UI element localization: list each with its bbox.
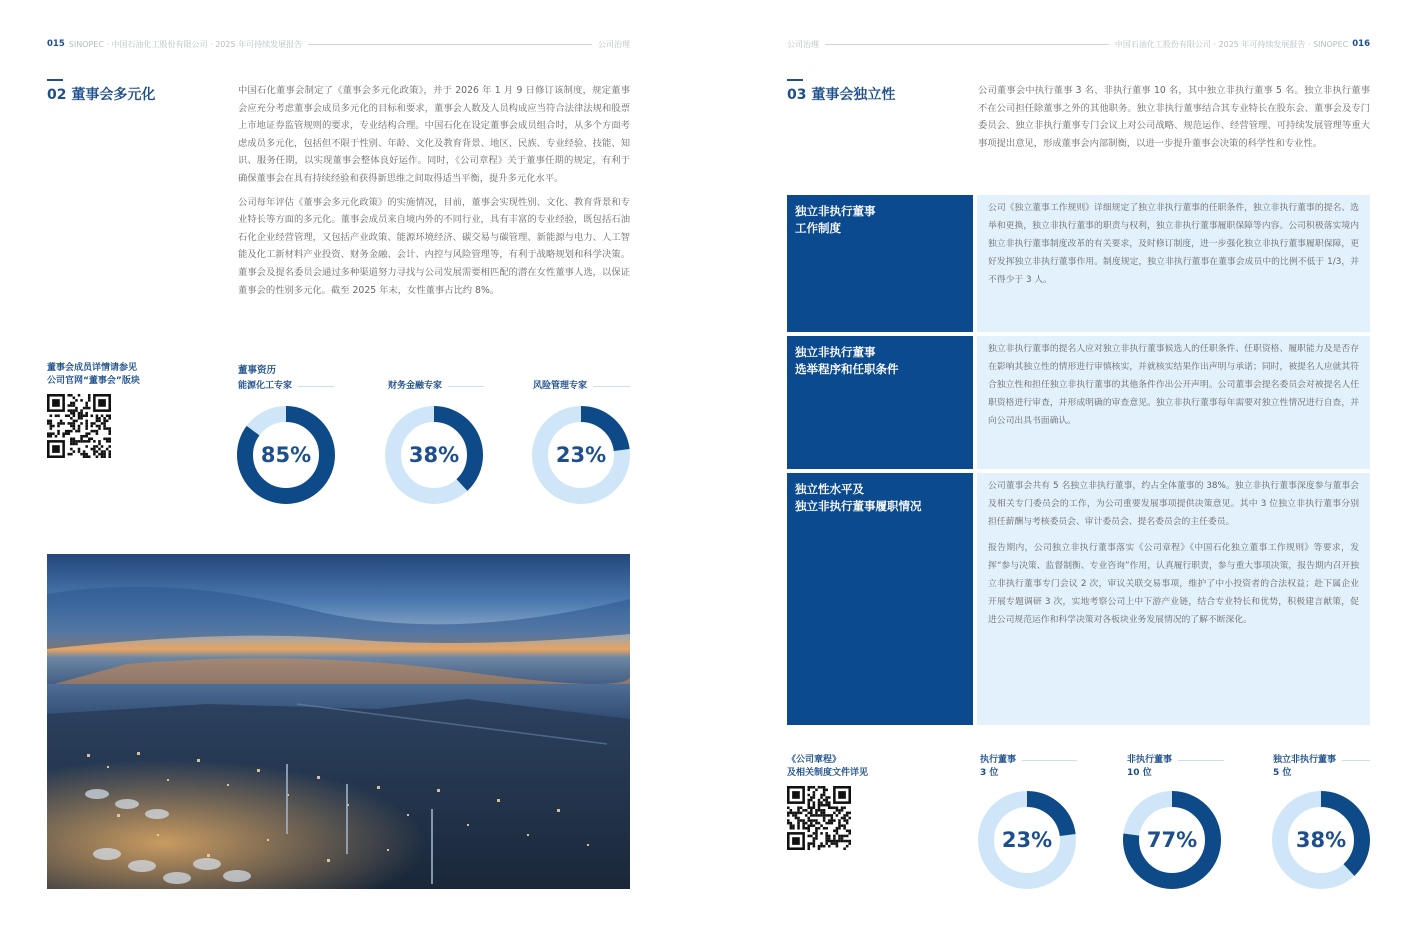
paragraph: 公司《独立董事工作规则》详细规定了独立非执行董事的任职条件，独立非执行董事的提名、选举和更换，独立非执行董事的职责与权利，独立非执行董事履职保障等内容。公司积极落实境内独立非执行董事制度改革的有关要求，及时修订制度，进一步强化独立非执行董事履职保障，更好发挥独立非执行董事作用。制度规定，独立非执行董事在董事会成员中的比例不低于 1/3，并不得少于 3 人。 <box>988 203 1359 285</box>
donut-finance <box>384 405 484 505</box>
donut-value: 38% <box>1295 828 1347 852</box>
row-header-line: 独立非执行董事 <box>795 204 876 218</box>
table-row-body <box>977 473 1370 725</box>
donut-executive <box>977 790 1077 890</box>
section-03-intro <box>978 82 1370 152</box>
donut-label-independent <box>1273 754 1370 780</box>
table-row-header <box>787 336 973 469</box>
table-row-body <box>977 336 1370 469</box>
donut-label-risk <box>533 380 630 393</box>
right-header-section: 公司治理 <box>787 39 819 49</box>
donut-value: 85% <box>260 443 312 467</box>
donut-label-text: 财务金融专家 <box>388 381 443 391</box>
refinery-photo-image <box>47 554 630 889</box>
donut-label-finance <box>388 380 484 393</box>
right-page-number: 016 <box>1352 39 1370 49</box>
paragraph: 公司董事会共有 5 名独立非执行董事，约占全体董事的 38%。独立非执行董事深度参与董事会及相关专门委员会的工作，为公司重要发展事项提供决策意见。其中 3 位独立非执行董事分别担任薪酬与考核委员会、审计委员会、提名委员会的主任委员。 <box>988 481 1359 527</box>
table-row <box>787 473 1370 725</box>
paragraph: 报告期内，公司独立非执行董事落实《公司章程》《中国石化独立董事工作规则》等要求，发挥“参与决策、监督制衡、专业咨询”作用，认真履行职责，参与重大事项决策，报告期内召开独立非执行董事专门会议 2 次，审议关联交易事项，维护了中小投资者的合法权益；赴下属企业开展专题调研 3 次，实地考察公司上中下游产业链，结合专业特长和优势，积极建言献策，促进公司规范运作和科学决策对各板块业务发展情况的了解不断深化。 <box>988 543 1359 625</box>
section-02-title: 02 董事会多元化 <box>47 84 155 104</box>
donut-label-text: 风险管理专家 <box>533 381 588 391</box>
refinery-photo <box>47 554 630 889</box>
donut-value: 23% <box>555 443 607 467</box>
table-row <box>787 195 1370 332</box>
donut-independent <box>1271 790 1371 890</box>
row-header-line: 独立非执行董事履职情况 <box>795 499 922 513</box>
header-divider <box>308 44 592 45</box>
left-header-section: 公司治理 <box>598 39 630 49</box>
donut-risk <box>531 405 631 505</box>
table-row-header <box>787 473 973 725</box>
donut-value: 77% <box>1146 828 1198 852</box>
row-header-line: 独立性水平及 <box>795 482 864 496</box>
row-header-line: 工作制度 <box>795 221 841 235</box>
table-row-header <box>787 195 973 332</box>
right-header-text: 中国石油化工股份有限公司 · 2025 年可持续发展报告 · SINOPEC <box>1114 39 1349 49</box>
donut-non-executive <box>1122 790 1222 890</box>
donut-label-text: 独立非执行董事 5 位 <box>1273 755 1337 778</box>
donut-label-text: 执行董事 3 位 <box>980 755 1017 778</box>
donut-label-energy <box>238 380 334 393</box>
paragraph: 公司每年评估《董事会多元化政策》的实施情况，目前，董事会实现性别、文化、教育背景和专业特长等方面的多元化。董事会成员来自境内外的不同行业，具有丰富的专业经验，既包括石油石化企业经营管理，又包括产业政策、能源环境经济、碳交易与碳管理、新能源与电力、人工智能及化工新材料产业投资、财务金融、会计、内控与风险管理等，有利于战略规划和科学决策。董事会及提名委员会通过多种渠道努力寻找与公司发展需要相匹配的潜在女性董事人选，以保证董事会的性别多元化。截至 2025 年末，女性董事占比约 8%。 <box>238 196 630 296</box>
qr-caption-line: 董事会成员详情请参见 <box>47 363 138 373</box>
donut-label-text: 非执行董事 10 位 <box>1127 755 1173 778</box>
qr-caption-line: 公司官网“董事会”版块 <box>47 376 140 386</box>
qr-caption-line: 《公司章程》 <box>787 755 842 765</box>
board-qr-caption <box>47 362 140 388</box>
donut-value: 38% <box>408 443 460 467</box>
section-03-title: 03 董事会独立性 <box>787 84 895 104</box>
qr-code-icon[interactable] <box>787 786 851 850</box>
donut-energy <box>236 405 336 505</box>
left-page-number: 015 <box>47 39 65 49</box>
experience-title: 董事资历 <box>238 365 277 376</box>
row-header-line: 独立非执行董事 <box>795 345 876 359</box>
charter-qr-caption <box>787 754 868 780</box>
donut-label-non-executive <box>1127 754 1224 780</box>
qr-code-icon[interactable] <box>47 394 111 458</box>
header-divider <box>825 44 1109 45</box>
left-header-text: SINOPEC · 中国石油化工股份有限公司 · 2025 年可持续发展报告 <box>68 39 303 49</box>
donut-value: 23% <box>1001 828 1053 852</box>
paragraph: 公司董事会中执行董事 3 名、非执行董事 10 名，其中独立非执行董事 5 名。独立非执行董事不在公司担任除董事之外的其他职务。独立非执行董事结合其专业特长在股东会、董事会及专门委员会、独立非执行董事专门会议上对公司战略、规范运作、经营管理、可持续发展管理等重大事项提出意见，形成董事会内部制衡，以进一步提升董事会决策的科学性和专业性。 <box>978 85 1370 149</box>
table-row-body <box>977 195 1370 332</box>
donut-label-executive <box>980 754 1077 780</box>
left-page-header <box>47 38 630 50</box>
right-page-header <box>787 38 1370 50</box>
paragraph: 独立非执行董事的提名人应对独立非执行董事候选人的任职条件、任职资格、履职能力及是否存在影响其独立性的情形进行审慎核实，并就核实结果作出声明与承诺；同时，被提名人应就其符合独立性和担任独立非执行董事的其他条件作出公开声明。公司董事会提名委员会对被提名人任职资格进行审查，并形成明确的审查意见。独立非执行董事每年需要对独立性情况进行自查，并向公司出具书面确认。 <box>988 344 1359 426</box>
paragraph: 中国石化董事会制定了《董事会多元化政策》，并于 2026 年 1 月 9 日修订该制度，规定董事会应充分考虑董事会成员多元化的目标和要求，董事会人数及人员构成应当符合法律法规和股票上市地证券监管规则的要求，专业结构合理。中国石化在设定董事会成员组合时，从多个方面考虑成员多元化，包括但不限于性别、年龄、文化及教育背景、地区、民族、专业经验、技能、知识、服务任期，以实现董事会整体良好运作。同时，《公司章程》关于董事任期的规定，有利于确保董事会在具有持续经验和获得新思维之间取得适当平衡，提升多元化水平。 <box>238 85 630 184</box>
qr-caption-line: 及相关制度文件详见 <box>787 768 869 778</box>
table-row <box>787 336 1370 469</box>
section-02-body <box>238 82 630 299</box>
donut-label-text: 能源化工专家 <box>238 381 293 391</box>
row-header-line: 选举程序和任职条件 <box>795 362 899 376</box>
